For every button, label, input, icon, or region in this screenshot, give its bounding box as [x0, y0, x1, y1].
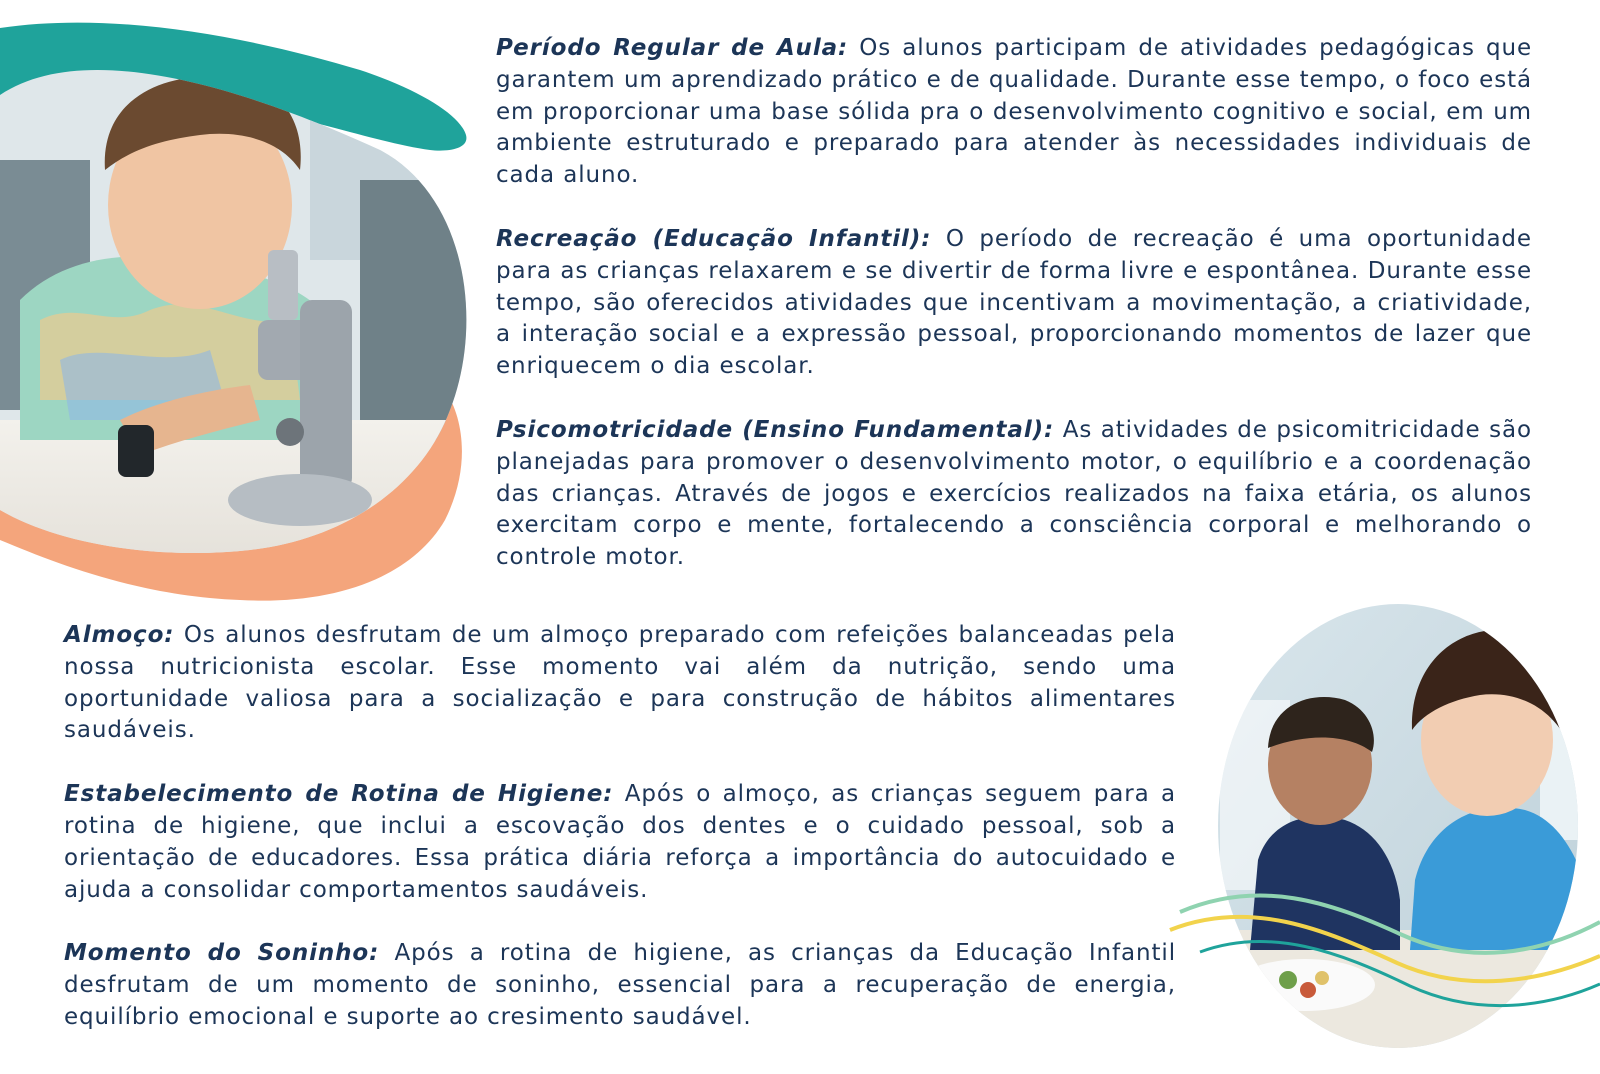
- section-heading: Momento do Soninho:: [64, 940, 380, 967]
- section-body: Após a rotina de higiene, as crianças da Educação Infantil desfrutam de um momento de soninho, essencial para a recuperação de energia, equilíbrio emocional e suporte ao cresimento saudável.: [64, 940, 1176, 1030]
- section-soninho: [64, 938, 1176, 1033]
- section-body: O período de recreação é uma oportunidade para as crianças relaxarem e se divertir de forma livre e espontânea. Durante esse tempo, são oferecidos atividades que incentivam a movimentação, a criatividade, a interação social e a expressão pessoal, proporcionando momentos de lazer que enriquecem o dia escolar.: [496, 225, 1532, 380]
- section-heading: Período Regular de Aula:: [496, 35, 849, 61]
- section-body: Os alunos desfrutam de um almoço preparado com refeições balanceadas pela nossa nutricionista escolar. Esse momento vai além da nutrição, sendo uma oportunidade valiosa para a socialização e para construção de hábitos alimentares saudáveis.: [64, 622, 1176, 744]
- children-eating-lunch-photo: [1210, 600, 1590, 1060]
- section-heading: Estabelecimento de Rotina de Higiene:: [64, 781, 614, 808]
- section-body: As atividades de psicomitricidade são planejadas para promover o desenvolvimento motor, o equilíbrio e a coordenação das crianças. Através de jogos e exercícios realizados na faixa etária, os alunos exercitam corpo e mente, fortalecendo a consciência corporal e melhorando o controle motor.: [496, 416, 1532, 571]
- top-text-block: [496, 33, 1532, 606]
- section-heading: Recreação (Educação Infantil):: [496, 225, 932, 252]
- section-periodo-regular: [496, 33, 1532, 192]
- section-psicomotricidade: [496, 415, 1532, 574]
- section-body: Após o almoço, as crianças seguem para a rotina de higiene, que inclui a escovação dos dentes e o cuidado pessoal, sob a orientação de educadores. Essa prática diária reforça a importância do autocuidado e ajuda a consolidar comportamentos saudáveis.: [64, 781, 1176, 903]
- section-heading: Almoço:: [64, 622, 175, 648]
- section-body: Os alunos participam de atividades pedagógicas que garantem um aprendizado prático e de qualidade. Durante esse tempo, o foco está em proporcionar uma base sólida pra o desenvolvimento cognitivo e social, em um ambiente estruturado e preparado para atender às necessidades individuais de cada aluno.: [496, 35, 1532, 189]
- section-rotina-higiene: [64, 779, 1176, 906]
- bottom-text-block: [64, 620, 1176, 1066]
- section-heading: Psicomotricidade (Ensino Fundamental):: [496, 416, 1055, 443]
- section-almoco: [64, 620, 1176, 747]
- section-recreacao: [496, 224, 1532, 383]
